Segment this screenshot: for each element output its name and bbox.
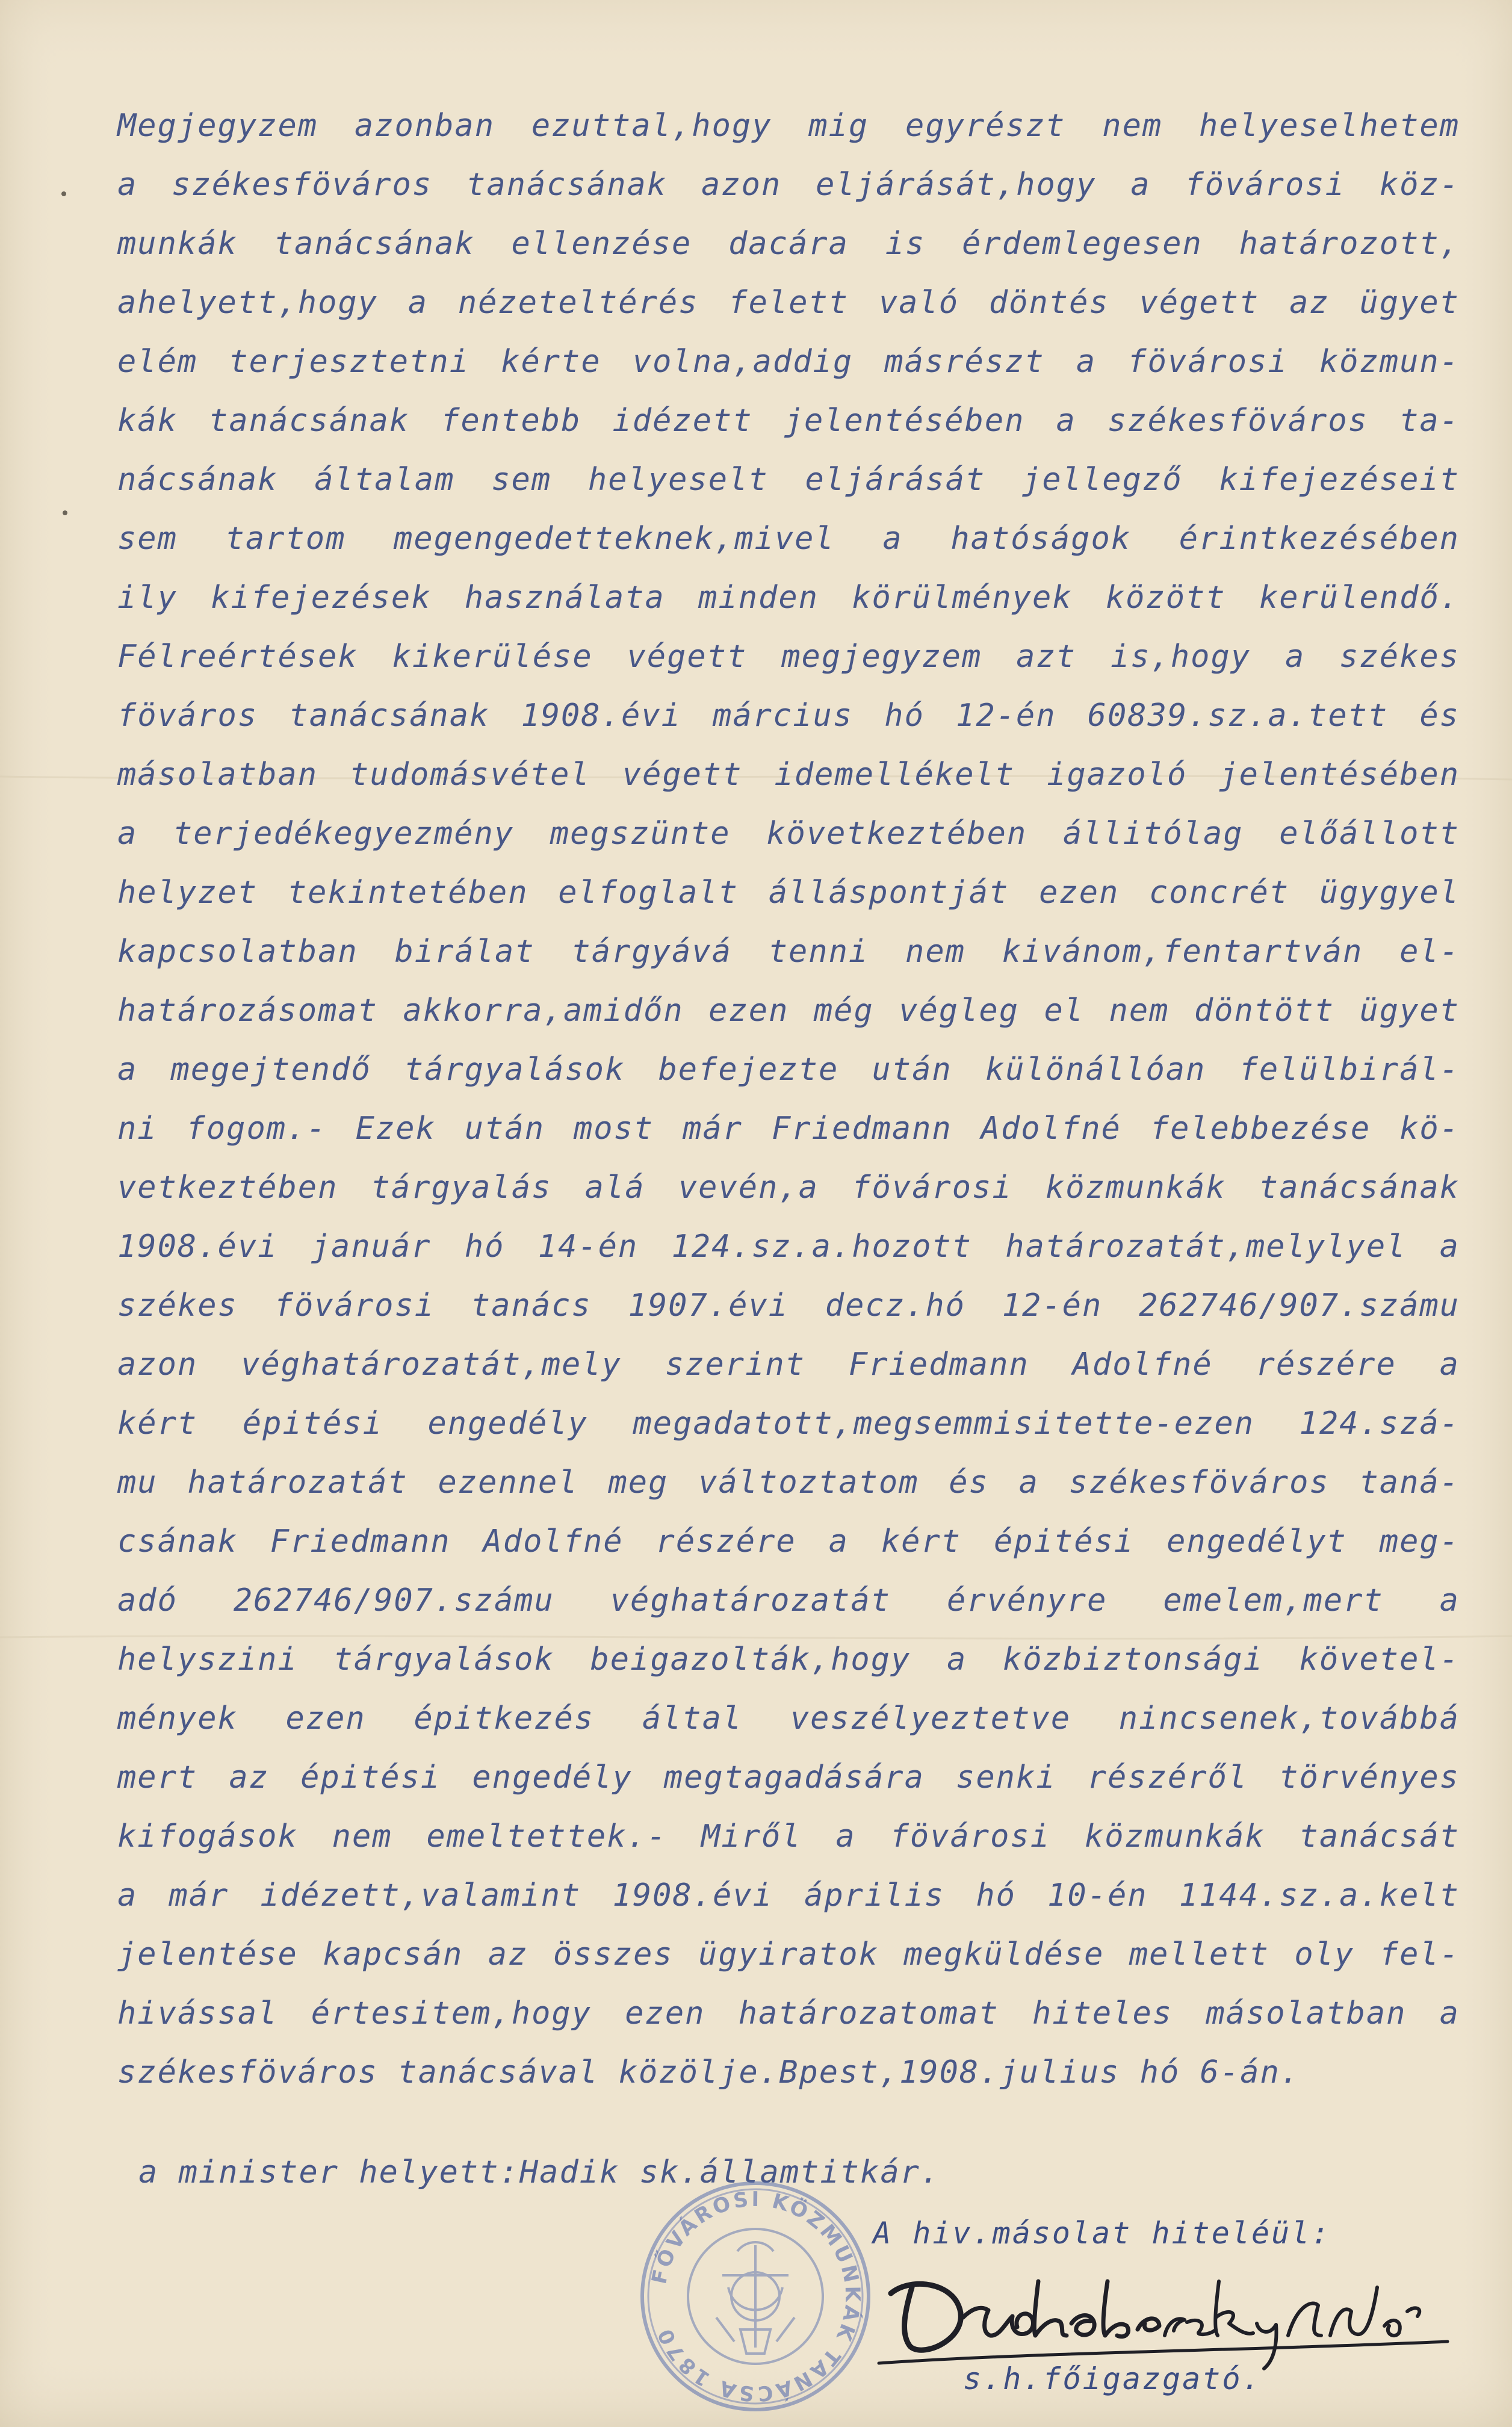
document-line: csának Friedmann Adolfné részére a kért épitési engedélyt meg- — [117, 1523, 1460, 1560]
document-line: 1908.évi január hó 14-én 124.sz.a.hozott határozatát,melylyel a — [117, 1229, 1460, 1265]
document-line: székesföváros tanácsával közölje.Bpest,1908.julius hó 6-án. — [117, 2054, 1301, 2091]
document-line: elém terjesztetni kérte volna,addig másrészt a fövárosi közmun- — [117, 344, 1460, 380]
document-line: helyzet tekintetében elfoglalt álláspontját ezen concrét ügygyel — [117, 875, 1460, 911]
document-line: mu határozatát ezennel meg változtatom és a székesföváros taná- — [117, 1465, 1460, 1501]
document-line: adó 262746/907.számu véghatározatát érvényre emelem,mert a — [117, 1582, 1460, 1619]
document-line: kifogások nem emeltettek.- Miről a fövárosi közmunkák tanácsát — [117, 1818, 1460, 1855]
document-line: vetkeztében tárgyalás alá vevén,a fövárosi közmunkák tanácsának — [117, 1170, 1460, 1206]
svg-text:FŐVÁROSI KÖZMUNKÁK TANÁCSA 187: FŐVÁROSI KÖZMUNKÁK TANÁCSA 1870 — [647, 2187, 865, 2406]
document-line: Félreértések kikerülése végett megjegyzem azt is,hogy a székes — [117, 639, 1460, 675]
binding-hole-mark — [61, 191, 66, 196]
document-closing-line: a minister helyett:Hadik sk.államtitkár. — [138, 2154, 941, 2190]
document-line: hivással értesitem,hogy ezen határozatomat hiteles másolatban a — [117, 1995, 1460, 2032]
document-line: kért épitési engedély megadatott,megsemmisitette-ezen 124.szá- — [117, 1406, 1460, 1442]
document-line: határozásomat akkorra,amidőn ezen még végleg el nem döntött ügyet — [117, 993, 1460, 1029]
document-line: a terjedékegyezmény megszünte következtében állitólag előállott — [117, 816, 1460, 852]
binding-hole-mark — [63, 510, 67, 515]
document-line: ahelyett,hogy a nézeteltérés felett való döntés végett az ügyet — [117, 285, 1460, 321]
document-line: sem tartom megengedetteknek,mivel a hatóságok érintkezésében — [117, 521, 1460, 557]
document-line: nácsának általam sem helyeselt eljárását jellegző kifejezéseit — [117, 462, 1460, 498]
document-line: azon véghatározatát,mely szerint Friedmann Adolfné részére a — [117, 1347, 1460, 1383]
handwritten-signature — [855, 2245, 1457, 2372]
document-line: a már idézett,valamint 1908.évi április hó 10-én 1144.sz.a.kelt — [117, 1877, 1460, 1914]
document-line: a megejtendő tárgyalások befejezte után különállóan felülbirál- — [117, 1052, 1460, 1088]
attestation-line: A hiv.másolat hiteléül: — [873, 2216, 1331, 2251]
document-line: mények ezen épitkezés által veszélyeztetve nincsenek,továbbá — [117, 1700, 1460, 1737]
document-line: mert az épitési engedély megtagadására senki részéről törvényes — [117, 1759, 1460, 1796]
document-line: föváros tanácsának 1908.évi március hó 12-én 60839.sz.a.tett és — [117, 698, 1460, 734]
document-line: ily kifejezések használata minden körülmények között kerülendő. — [117, 580, 1460, 616]
document-line: másolatban tudomásvétel végett idemellékelt igazoló jelentésében — [117, 757, 1460, 793]
document-line: kák tanácsának fentebb idézett jelentésében a székesföváros ta- — [117, 403, 1460, 439]
document-line: a székesföváros tanácsának azon eljárását,hogy a fövárosi köz- — [117, 167, 1460, 203]
document-line: helyszini tárgyalások beigazolták,hogy a közbiztonsági követel- — [117, 1641, 1460, 1678]
official-seal-stamp — [632, 2173, 879, 2420]
document-line: kapcsolatban birálat tárgyává tenni nem kivánom,fentartván el- — [117, 934, 1460, 970]
document-line: székes fövárosi tanács 1907.évi decz.hó 12-én 262746/907.számu — [117, 1288, 1460, 1324]
document-line: jelentése kapcsán az összes ügyiratok megküldése mellett oly fel- — [117, 1936, 1460, 1973]
document-line: ni fogom.- Ezek után most már Friedmann Adolfné felebbezése kö- — [117, 1111, 1460, 1147]
document-line: Megjegyzem azonban ezuttal,hogy mig egyrészt nem helyeselhetem — [117, 108, 1460, 144]
document-line: munkák tanácsának ellenzése dacára is érdemlegesen határozott, — [117, 226, 1460, 262]
signer-title: s.h.főigazgató. — [963, 2361, 1262, 2396]
